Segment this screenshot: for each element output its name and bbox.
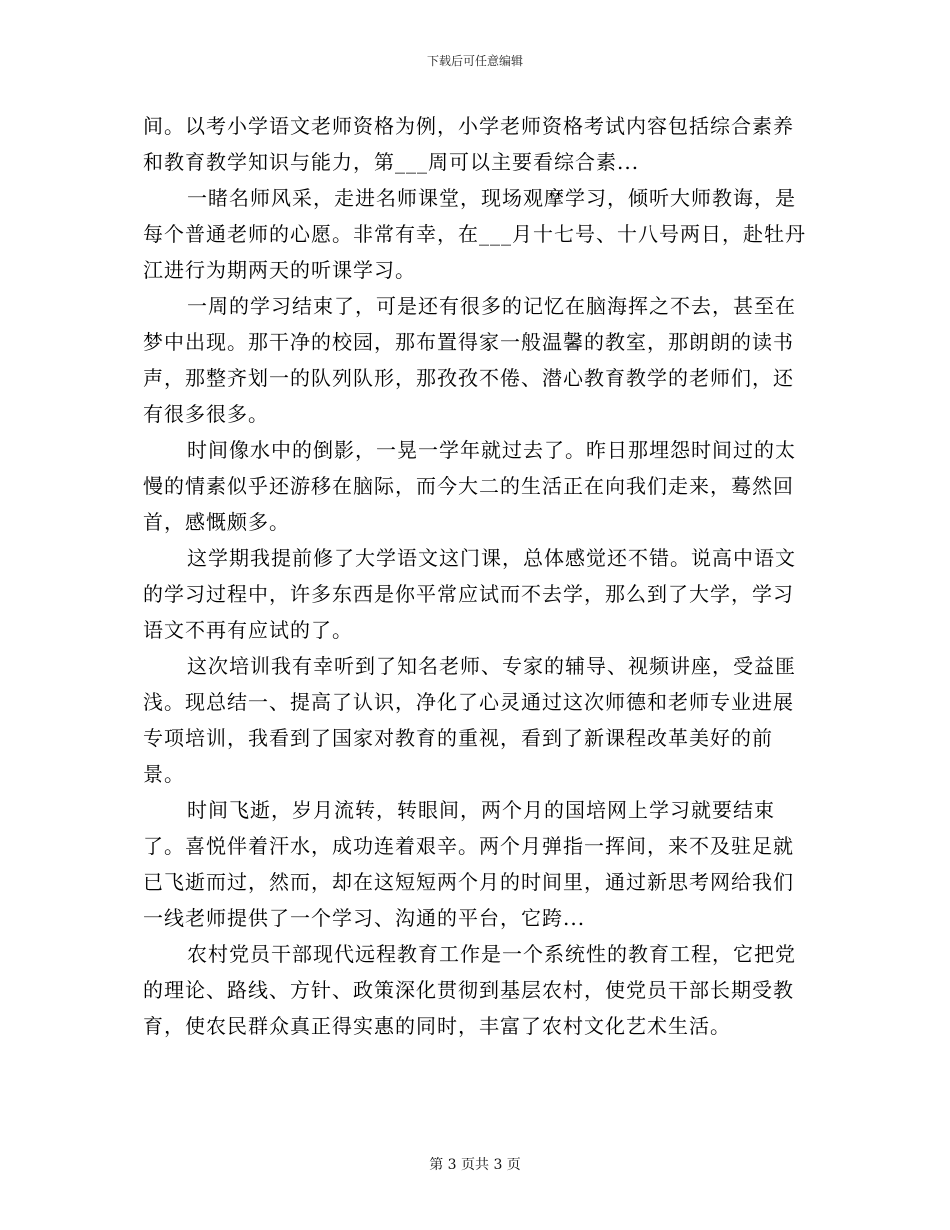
paragraph: 这学期我提前修了大学语文这门课，总体感觉还不错。说高中语文的学习过程中，许多东西是你平常应试而不去学，那么到了大学，学习语文不再有应试的了。	[143, 546, 796, 642]
paragraph: 时间飞逝，岁月流转，转眼间，两个月的国培网上学习就要结束了。喜悦伴着汗水，成功连着艰辛。两个月弹指一挥间，来不及驻足就已飞逝而过，然而，却在这短短两个月的时间里，通过新思考网给我们一线老师提供了一个学习、沟通的平台，它跨...	[143, 798, 794, 930]
paragraph: 一周的学习结束了，可是还有很多的记忆在脑海挥之不去，甚至在梦中出现。那干净的校园，那布置得家一般温馨的教室，那朗朗的读书声，那整齐划一的队列队形，那孜孜不倦、潜心教育教学的老师们，还有很多很多。	[143, 294, 796, 426]
page-header: 下载后可任意编辑	[426, 54, 523, 68]
page-footer: 第 3 页共 3 页	[429, 1157, 521, 1173]
document-body	[143, 108, 811, 1044]
paragraph: 这次培训我有幸听到了知名老师、专家的辅导、视频讲座，受益匪浅。现总结一、提高了认识，净化了心灵通过这次师德和老师专业进展专项培训，我看到了国家对教育的重视，看到了新课程改革美好的前景。	[143, 654, 796, 786]
paragraph: 农村党员干部现代远程教育工作是一个系统性的教育工程，它把党的理论、路线、方针、政策深化贯彻到基层农村，使党员干部长期受教育，使农民群众真正得实惠的同时，丰富了农村文化艺术生活。	[143, 942, 796, 1038]
paragraph: 一睹名师风采，走进名师课堂，现场观摩学习，倾听大师教诲，是每个普通老师的心愿。非常有幸，在___月十七号、十八号两日，赴牡丹江进行为期两天的听课学习。	[143, 186, 806, 282]
paragraph-continued: 间。以考小学语文老师资格为例，小学老师资格考试内容包括综合素养和教育教学知识与能力，第___周可以主要看综合素...	[143, 114, 794, 174]
paragraph: 时间像水中的倒影，一晃一学年就过去了。昨日那埋怨时间过的太慢的情素似乎还游移在脑际，而今大二的生活正在向我们走来，蓦然回首，感慨颇多。	[143, 438, 796, 534]
